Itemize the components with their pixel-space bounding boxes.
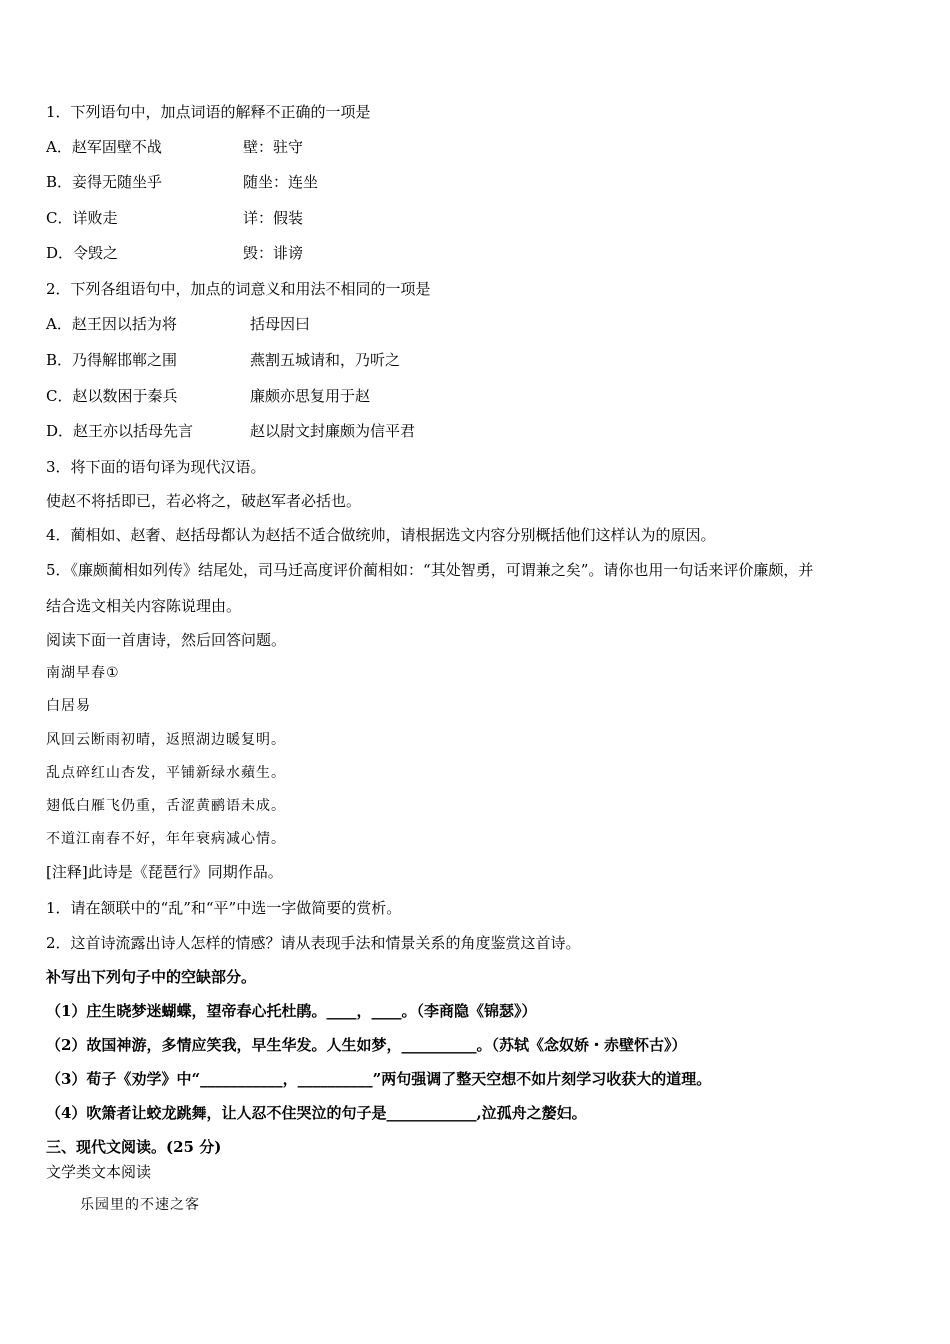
- poem-line: 翅低白雁飞仍重，舌涩黄鹂语未成。: [46, 798, 286, 814]
- q2-option-b: B．乃得解邯郸之围: [46, 351, 178, 369]
- poem-title: 南湖早春①: [46, 665, 120, 681]
- q1-option-d: D．令毁之: [46, 244, 119, 262]
- q3-sentence: 使赵不将括即已，若必将之，破赵军者必括也。: [46, 492, 362, 510]
- article-title: 乐园里的不速之客: [80, 1197, 200, 1213]
- q1-option-c-gloss: 详：假装: [243, 209, 304, 227]
- q1-option-a: A．赵军固壁不战: [46, 138, 162, 156]
- fill-section-title: 补写出下列句子中的空缺部分。: [46, 968, 257, 986]
- q2-option-c: C．赵以数困于秦兵: [46, 387, 178, 405]
- q1-option-d-gloss: 毁：诽谤: [243, 244, 304, 262]
- q2-option-d-compare: 赵以尉文封廉颇为信平君: [250, 422, 416, 440]
- q5-stem-line2: 结合选文相关内容陈说理由。: [46, 597, 242, 615]
- poem-intro: 阅读下面一首唐诗，然后回答问题。: [46, 631, 287, 649]
- fill-item-1: （1）庄生晓梦迷蝴蝶，望帝春心托杜鹃。____，____。（李商隐《锦瑟》）: [46, 1002, 537, 1020]
- poem-note: [注释]此诗是《琵琶行》同期作品。: [46, 863, 283, 881]
- q2-stem: 2．下列各组语句中，加点的词意义和用法不相同的一项是: [46, 280, 431, 298]
- q1-option-a-gloss: 壁：驻守: [243, 138, 304, 156]
- q4-stem: 4．蔺相如、赵奢、赵括母都认为赵括不适合做统帅，请根据选文内容分别概括他们这样认为的原因。: [46, 526, 716, 544]
- q3-stem: 3．将下面的语句译为现代汉语。: [46, 458, 266, 476]
- poem-question-1: 1．请在颔联中的“乱”和“平”中选一字做简要的赏析。: [46, 899, 402, 917]
- q1-option-b: B．妾得无随坐乎: [46, 173, 163, 191]
- q2-option-a: A．赵王因以括为将: [46, 315, 177, 333]
- section-3-subtitle: 文学类文本阅读: [46, 1163, 152, 1181]
- poem-line: 风回云断雨初晴，返照湖边暖复明。: [46, 732, 286, 748]
- q2-option-c-compare: 廉颇亦思复用于赵: [250, 387, 371, 405]
- q1-stem: 1．下列语句中，加点词语的解释不正确的一项是: [46, 103, 371, 121]
- q1-option-c: C．详败走: [46, 209, 118, 227]
- q5-stem-line1: 5．《廉颇蔺相如列传》结尾处，司马迁高度评价蔺相如：“其处智勇，可谓兼之矣”。请你也用一句话来评价廉颇，并: [46, 561, 814, 579]
- poem-line: 不道江南春不好，年年衰病减心情。: [46, 831, 286, 847]
- poem-question-2: 2．这首诗流露出诗人怎样的情感？请从表现手法和情景关系的角度鉴赏这首诗。: [46, 934, 581, 952]
- q2-option-b-compare: 燕割五城请和，乃听之: [250, 351, 401, 369]
- q1-option-b-gloss: 随坐：连坐: [243, 173, 319, 191]
- poem-line: 乱点碎红山杏发，平铺新绿水蘋生。: [46, 765, 286, 781]
- fill-item-3: （3）荀子《劝学》中“___________，__________”两句强调了整天空想不如片刻学习收获大的道理。: [46, 1070, 712, 1088]
- q2-option-d: D．赵王亦以括母先言: [46, 422, 194, 440]
- fill-item-2: （2）故国神游，多情应笑我，早生华发。人生如梦，__________。（苏轼《念奴娇・赤壁怀古》）: [46, 1036, 687, 1054]
- poem-author: 白居易: [46, 698, 91, 714]
- fill-item-4: （4）吹箫者让蛟龙跳舞，让人忍不住哭泣的句子是____________,泣孤舟之嫠妇。: [46, 1104, 587, 1122]
- q2-option-a-compare: 括母因曰: [250, 315, 311, 333]
- section-3-title: 三、现代文阅读。(25 分): [46, 1138, 222, 1156]
